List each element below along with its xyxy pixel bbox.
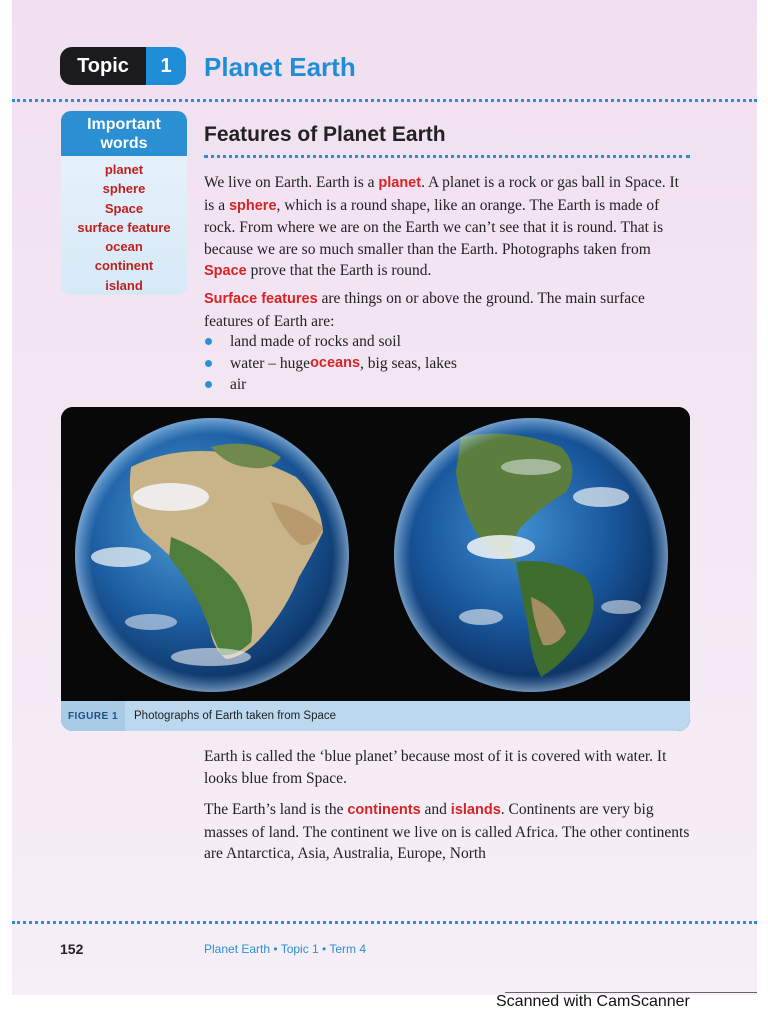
important-word: planet <box>104 162 144 177</box>
text-run: The Earth’s land is the <box>204 801 348 818</box>
topic-number: 1 <box>146 47 186 85</box>
figure-earth-photos <box>61 407 690 731</box>
paragraph-surface-features <box>204 288 690 332</box>
important-words-list <box>61 160 187 295</box>
list-item <box>204 353 457 375</box>
text-run: We live on Earth. Earth is a <box>204 174 379 191</box>
text-run: land made of rocks and soil <box>230 333 401 350</box>
text-run: air <box>230 376 247 393</box>
important-word: Space <box>104 200 144 216</box>
paragraph-blue-planet: Earth is called the ‘blue planet’ because most of it is covered with water. It looks blue from Space. <box>204 748 667 787</box>
paragraph-continents <box>204 799 690 865</box>
text-run: . A planet is a rock or gas ball in Space. It is a <box>204 174 679 214</box>
important-words-heading-line1: Important <box>87 116 161 133</box>
important-word: island <box>105 277 143 293</box>
section-title: Features of Planet Earth <box>204 123 446 146</box>
text-run: . Continents are very big masses of land. The continent we live on is called Africa. The other continents are Antarctica, Asia, Australia, Europe, North <box>204 801 690 863</box>
list-item <box>204 331 457 353</box>
bullet-icon <box>205 381 212 388</box>
text-run: prove that the Earth is round. <box>246 262 432 280</box>
figure-caption: Photographs of Earth taken from Space <box>134 710 337 722</box>
text-run: , big seas, lakes <box>360 354 457 372</box>
list-item <box>204 374 457 396</box>
running-footer: Planet Earth • Topic 1 • Term 4 <box>204 942 367 956</box>
keyword-surface-features: Surface features <box>204 291 318 307</box>
section-divider <box>204 155 690 158</box>
keyword-continents: continents <box>347 802 421 818</box>
topic-label: Topic <box>60 47 146 85</box>
figure-label: FIGURE 1 <box>61 701 125 731</box>
text-run: are things on or above the ground. The main surface features of Earth are: <box>204 290 645 330</box>
text-run: water – huge <box>230 354 311 372</box>
scanner-watermark: Scanned with CamScanner <box>496 993 690 1010</box>
important-words-box <box>61 111 187 295</box>
topic-tab <box>60 47 186 85</box>
text-run: and <box>420 801 451 818</box>
important-word: ocean <box>105 239 143 255</box>
important-word: sphere <box>102 181 146 197</box>
paragraph-planet <box>204 172 690 283</box>
bullet-icon <box>205 360 212 367</box>
keyword-space: Space <box>204 263 247 280</box>
important-words-heading <box>61 111 187 156</box>
bullet-icon <box>205 338 212 345</box>
footer-divider <box>12 921 757 924</box>
page-number: 152 <box>60 941 84 957</box>
earth-photographs-image <box>61 407 690 701</box>
text-run: , which is a round shape, like an orange. The Earth is made of rock. From where we are on the Earth we can’t see that it is round. That is because we are so much smaller than the Earth. Photographs taken from <box>204 196 664 258</box>
surface-features-list <box>204 331 457 396</box>
chapter-title: Planet Earth <box>204 52 356 82</box>
header-divider <box>12 99 757 102</box>
keyword-oceans: oceans <box>310 354 361 371</box>
keyword-planet: planet <box>378 175 422 191</box>
important-words-heading-line2: words <box>100 135 148 152</box>
important-word: continent <box>94 258 154 274</box>
figure-caption-bar <box>61 701 690 731</box>
keyword-sphere: sphere <box>228 197 277 214</box>
keyword-islands: islands <box>450 802 501 818</box>
important-word: surface feature <box>77 219 171 235</box>
